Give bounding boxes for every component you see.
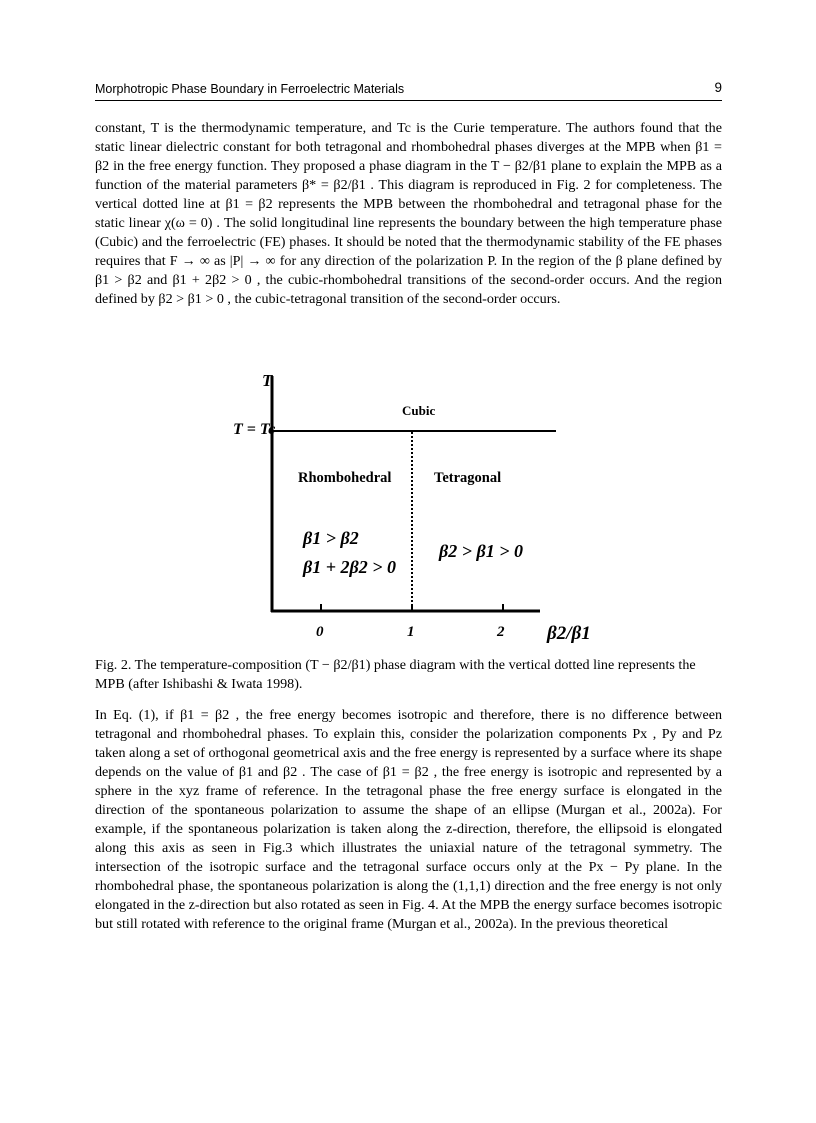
y-axis-label: T [262, 371, 273, 390]
page-number: 9 [714, 80, 722, 95]
body-paragraph-1: constant, T is the thermodynamic temperature, and Tc is the Curie temperature. The authors found that the static linear dielectric constant for both tetragonal and rhombohedral phases diverges at the MPB when β1 = β2 in the free energy function. They proposed a phase diagram in the T − β2/β1 plane to explain the MPB as a function of the material parameters β* = β2/β1 . This diagram is reproduced in Fig. 2 for completeness. The vertical dotted line at β1 = β2 represents the MPB between the rhombohedral and tetragonal phase for the static linear χ(ω = 0) . The solid longitudinal line represents the boundary between the high temperature phase (Cubic) and the ferroelectric (FE) phases. It should be noted that the thermodynamic stability of the FE phases requires that F → ∞ as |P| → ∞ for any direction of the polarization P. In the region of the β plane defined by β1 > β2 and β1 + 2β2 > 0 , the cubic-rhombohedral transitions of the second-order occurs. And the region defined by β2 > β1 > 0 , the cubic-tetragonal transition of the second-order occurs. [95, 120, 722, 307]
body-paragraph-2: In Eq. (1), if β1 = β2 , the free energy becomes isotropic and therefore, there is no difference between tetragonal and rhombohedral phases. To explain this, consider the polarization components Px , Py and Pz taken along a set of orthogonal geometrical axis and the free energy is represented by a surface where its shape depends on the value of β1 and β2 . The case of β1 = β2 , the free energy is isotropic and represented by a sphere in the xyz frame of reference. In the tetragonal phase the free energy surface is elongated in the direction of the spontaneous polarization to assume the shape of an ellipse (Murgan et al., 2002a). For example, if the spontaneous polarization is taken along the z-direction, therefore, the ellipsoid is elongated along this axis as seen in Fig.3 which illustrates the uniaxial nature of the tetragonal symmetry. The intersection of the isotropic surface and the tetragonal surface occurs only at the Px − Py plane. In the rhombohedral phase, the spontaneous polarization is along the (1,1,1) direction and the free energy is not only elongated in the z-direction but also rotated as seen in Fig. 4. At the MPB the energy surface becomes isotropic but still rotated with reference to the original frame (Murgan et al., 2002a). In the previous theoretical [95, 707, 722, 932]
tick-label-0: 0 [316, 624, 324, 640]
running-title: Morphotropic Phase Boundary in Ferroelectric Materials [95, 82, 405, 96]
rhombohedral-label: Rhombohedral [298, 470, 392, 486]
x-axis-label: β2/β1 [547, 623, 591, 644]
rhombo-condition-2: β1 + 2β2 > 0 [303, 557, 396, 577]
tetra-condition: β2 > β1 > 0 [439, 541, 523, 561]
cubic-label: Cubic [402, 403, 436, 418]
figure-caption: Fig. 2. The temperature-composition (T − β2/β1) phase diagram with the vertical dotted line represents the MPB (after Ishibashi & Iwata 1998). [95, 657, 696, 692]
tc-label: T = Tc [233, 421, 276, 438]
rhombo-condition-1: β1 > β2 [303, 528, 359, 548]
tick-label-2: 2 [497, 624, 505, 640]
tick-label-1: 1 [407, 624, 415, 640]
running-header [95, 80, 722, 101]
tetragonal-label: Tetragonal [434, 470, 502, 486]
